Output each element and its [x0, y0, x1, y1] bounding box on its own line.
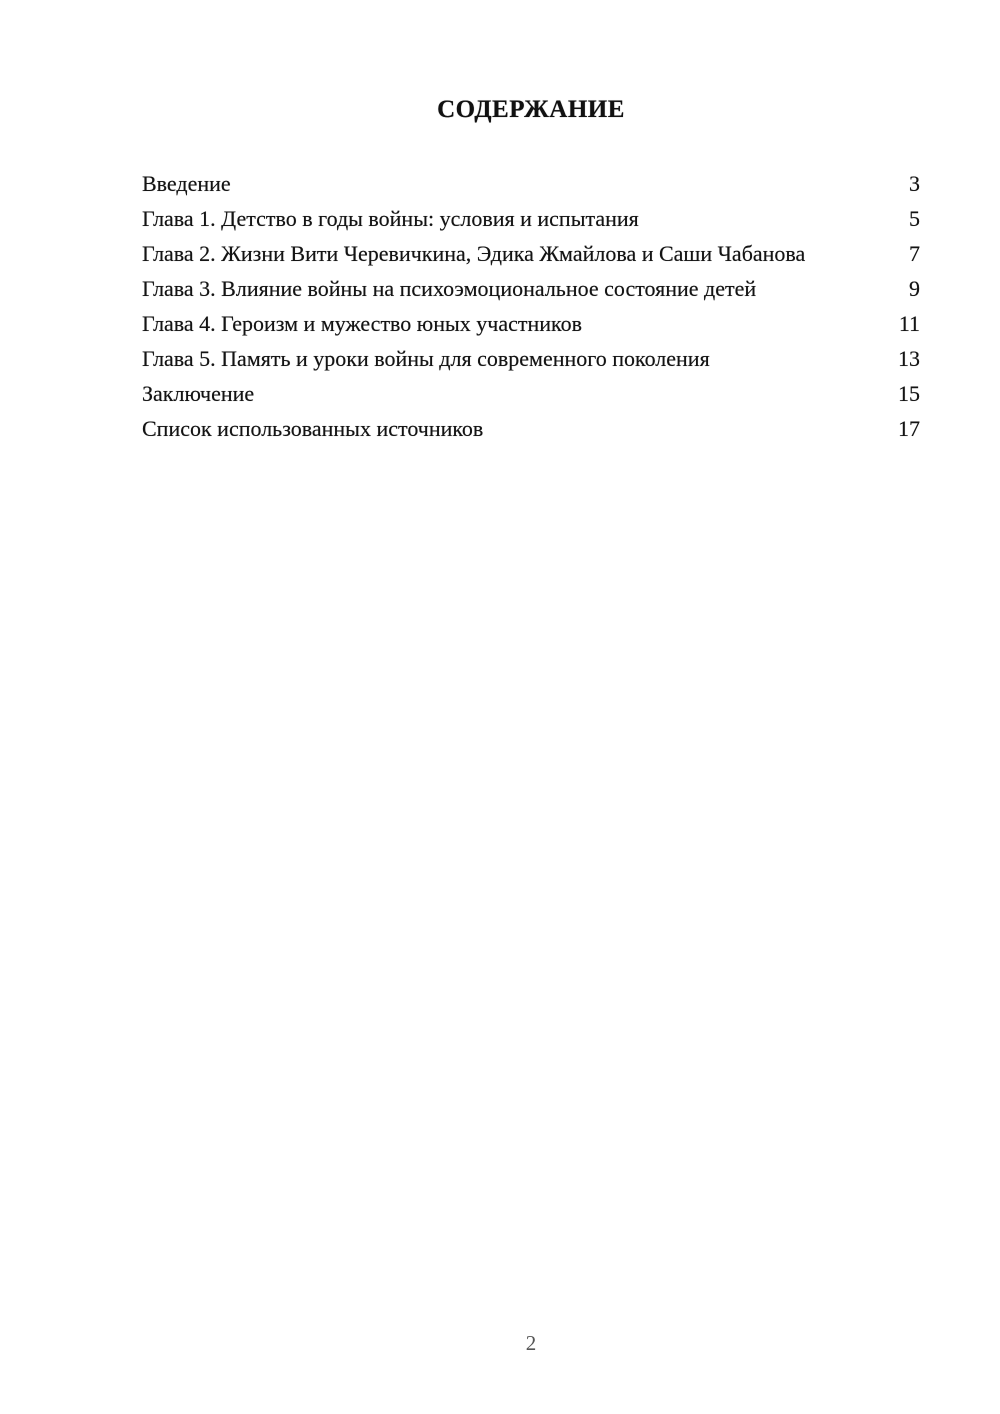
- toc-entry-label: Глава 1. Детство в годы войны: условия и испытания: [142, 206, 639, 231]
- toc-entry-page: 17: [898, 416, 920, 441]
- toc-entry-page: 7: [909, 241, 920, 266]
- toc-entry-page: 13: [898, 346, 920, 371]
- page-title: СОДЕРЖАНИЕ: [437, 96, 625, 123]
- page-content: [142, 95, 920, 446]
- toc-entry-label: Глава 3. Влияние войны на психоэмоциональное состояние детей: [142, 276, 757, 301]
- toc-entry: [142, 166, 920, 201]
- toc-entry-label: Глава 5. Память и уроки войны для современного поколения: [142, 346, 710, 371]
- toc-entry-page: 3: [909, 171, 920, 196]
- toc-entry: [142, 236, 920, 271]
- toc-entry: [142, 341, 920, 376]
- toc-entry-label: Введение: [142, 171, 231, 196]
- toc-entry-label: Глава 2. Жизни Вити Черевичкина, Эдика Жмайлова и Саши Чабанова: [142, 241, 806, 266]
- footer-page-number: 2: [525, 1331, 537, 1355]
- toc-entry-label: Список использованных источников: [142, 416, 484, 441]
- toc-entry-page: 9: [909, 276, 920, 301]
- toc-entry: [142, 376, 920, 411]
- toc-entry: [142, 201, 920, 236]
- toc-entry-label: Глава 4. Героизм и мужество юных участников: [142, 311, 582, 336]
- toc-entry: [142, 271, 920, 306]
- toc-entry-page: 15: [898, 381, 920, 406]
- toc-entry-label: Заключение: [142, 381, 255, 406]
- toc-list: [142, 166, 920, 446]
- toc-entry-page: 5: [909, 206, 920, 231]
- toc-entry-page: 11: [898, 311, 920, 336]
- toc-entry: [142, 306, 920, 341]
- toc-entry: [142, 411, 920, 446]
